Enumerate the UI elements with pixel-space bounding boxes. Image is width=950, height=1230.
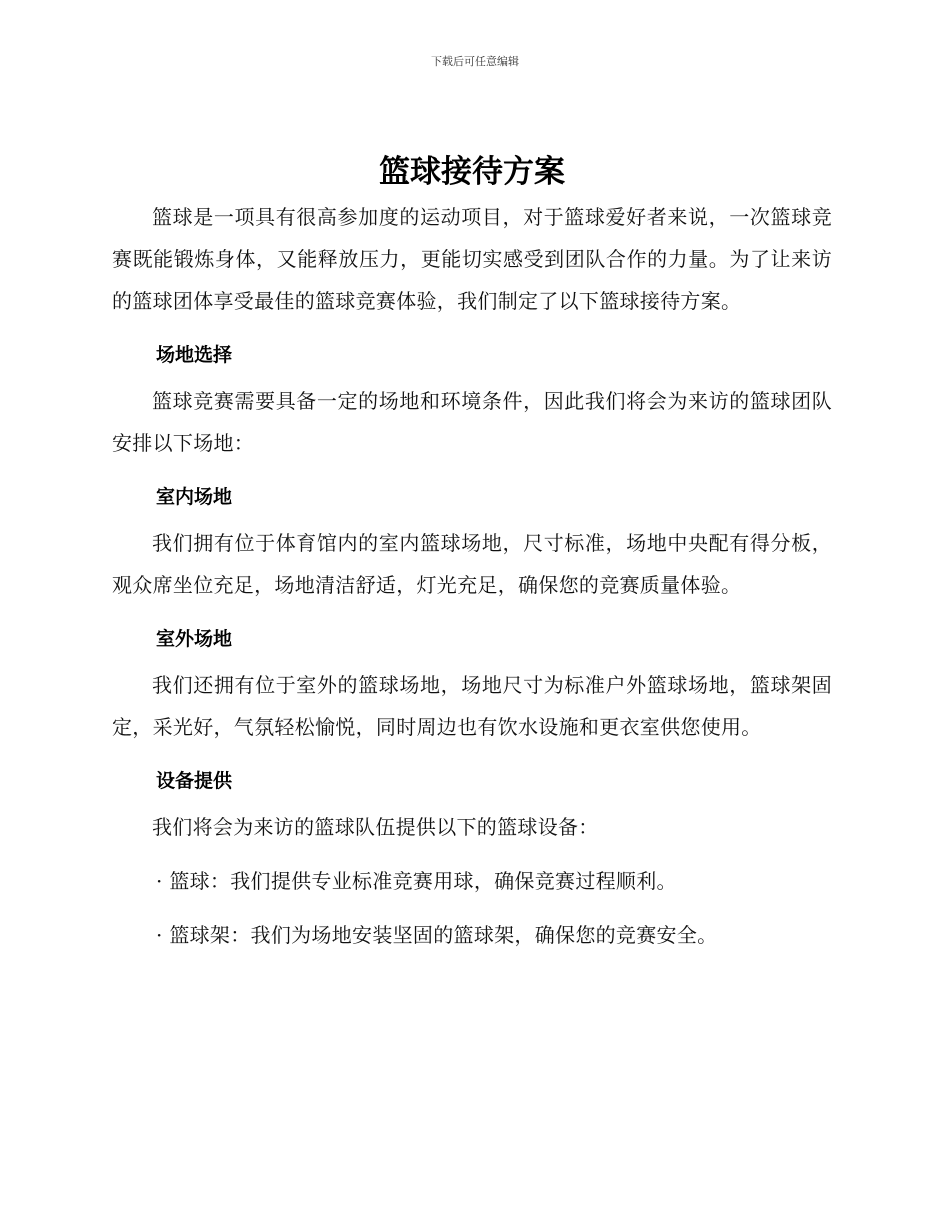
intro-paragraph: 篮球是一项具有很高参加度的运动项目，对于篮球爱好者来说，一次篮球竞赛既能锻炼身体，又能释放压力，更能切实感受到团队合作的力量。为了让来访的篮球团体享受最佳的篮球竞赛体验，我们制定了以下篮球接待方案。 <box>112 205 832 313</box>
section-body-indoor-court: 我们拥有位于体育馆内的室内篮球场地，尺寸标准，场地中央配有得分板，观众席坐位充足，场地清洁舒适，灯光充足，确保您的竞赛质量体验。 <box>112 531 832 597</box>
section-heading-equipment: 设备提供 <box>156 770 233 792</box>
section-body-equipment: 我们将会为来访的篮球队伍提供以下的篮球设备： <box>152 815 599 839</box>
page-header: 下载后可任意编辑 <box>431 55 519 68</box>
section-heading-indoor-court: 室内场地 <box>156 486 233 508</box>
section-heading-outdoor-court: 室外场地 <box>156 628 233 650</box>
document-title: 篮球接待方案 <box>379 154 565 190</box>
bullet-item-basketball: · 篮球：我们提供专业标准竞赛用球，确保竞赛过程顺利。 <box>156 869 677 893</box>
bullet-item-hoop: · 篮球架：我们为场地安装坚固的篮球架，确保您的竞赛安全。 <box>156 923 718 947</box>
section-body-outdoor-court: 我们还拥有位于室外的篮球场地，场地尺寸为标准户外篮球场地，篮球架固定，采光好，气氛轻松愉悦，同时周边也有饮水设施和更衣室供您使用。 <box>112 673 832 739</box>
document-content <box>112 148 832 956</box>
section-heading-venue-selection: 场地选择 <box>156 344 233 366</box>
section-body-venue-selection: 篮球竞赛需要具备一定的场地和环境条件，因此我们将会为来访的篮球团队安排以下场地： <box>112 389 832 455</box>
